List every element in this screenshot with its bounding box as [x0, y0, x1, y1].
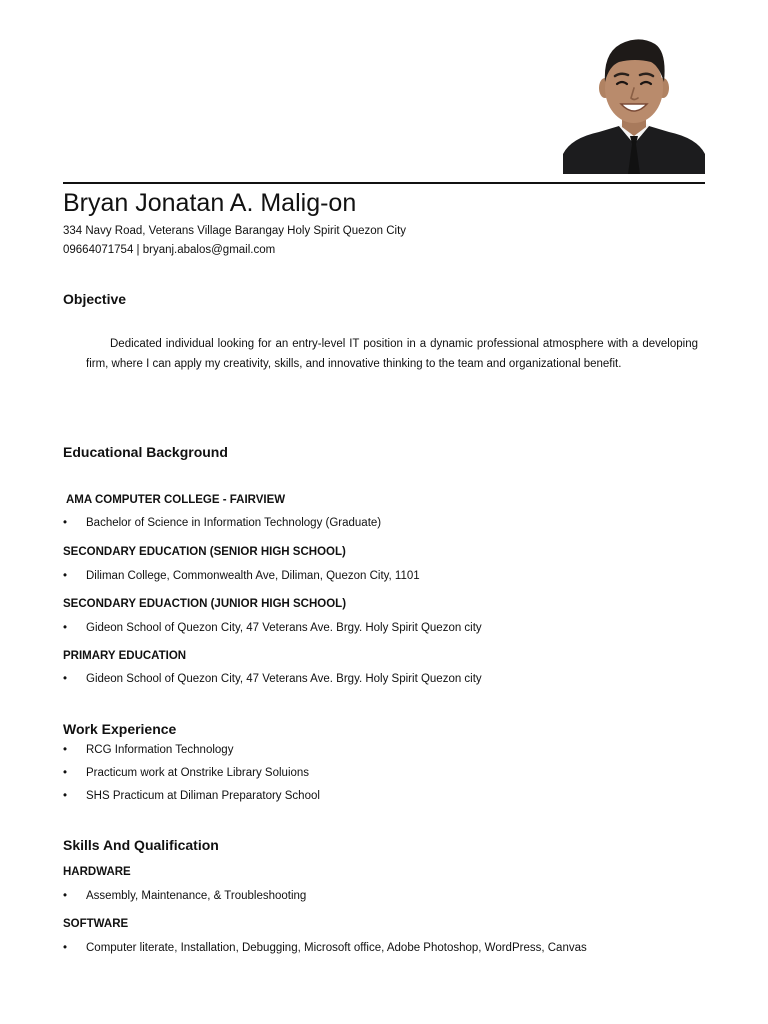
profile-photo: [563, 32, 705, 174]
bullet: •: [63, 570, 68, 582]
education-heading-primary: PRIMARY EDUCATION: [63, 650, 187, 662]
bullet: •: [63, 622, 68, 634]
education-heading-college: AMA COMPUTER COLLEGE - FAIRVIEW: [66, 494, 286, 506]
education-title: Educational Background: [63, 444, 228, 460]
work-item-text: RCG Information Technology: [86, 744, 234, 756]
skills-heading-hardware: HARDWARE: [63, 866, 131, 878]
skills-title: Skills And Qualification: [63, 837, 219, 853]
bullet: •: [63, 890, 68, 902]
bullet: •: [63, 744, 68, 756]
objective-text: Dedicated individual looking for an entry-level IT position in a dynamic professional atmosphere with a developing firm, where I can apply my creativity, skills, and innovative thinking to the team and organizational benefit.: [86, 338, 698, 370]
bullet: •: [63, 767, 68, 779]
work-item-text: Practicum work at Onstrike Library Soluions: [86, 767, 310, 779]
skills-item-text: Computer literate, Installation, Debugging, Microsoft office, Adobe Photoshop, WordPress, Canvas: [86, 942, 587, 954]
education-heading-junior-high: SECONDARY EDUACTION (JUNIOR HIGH SCHOOL): [63, 598, 347, 610]
education-item-text: Gideon School of Quezon City, 47 Veterans Ave. Brgy. Holy Spirit Quezon city: [86, 622, 482, 634]
education-heading-senior-high: SECONDARY EDUCATION (SENIOR HIGH SCHOOL): [63, 546, 346, 558]
work-item-text: SHS Practicum at Diliman Preparatory School: [86, 790, 320, 802]
education-item-text: Bachelor of Science in Information Technology (Graduate): [86, 517, 382, 529]
bullet: •: [63, 790, 68, 802]
bullet: •: [63, 517, 68, 529]
education-item-text: Diliman College, Commonwealth Ave, Diliman, Quezon City, 1101: [86, 570, 420, 582]
skills-heading-software: SOFTWARE: [63, 918, 129, 930]
work-title: Work Experience: [63, 721, 177, 737]
objective-title: Objective: [63, 291, 127, 307]
bullet: •: [63, 942, 68, 954]
header-divider: [63, 182, 705, 184]
address: 334 Navy Road, Veterans Village Barangay Holy Spirit Quezon City: [63, 225, 407, 237]
contact-info: 09664071754 | bryanj.abalos@gmail.com: [63, 244, 276, 256]
skills-item-text: Assembly, Maintenance, & Troubleshooting: [86, 890, 307, 902]
education-item-text: Gideon School of Quezon City, 47 Veterans Ave. Brgy. Holy Spirit Quezon city: [86, 673, 482, 685]
bullet: •: [63, 673, 68, 685]
full-name: Bryan Jonatan A. Malig-on: [63, 189, 357, 217]
